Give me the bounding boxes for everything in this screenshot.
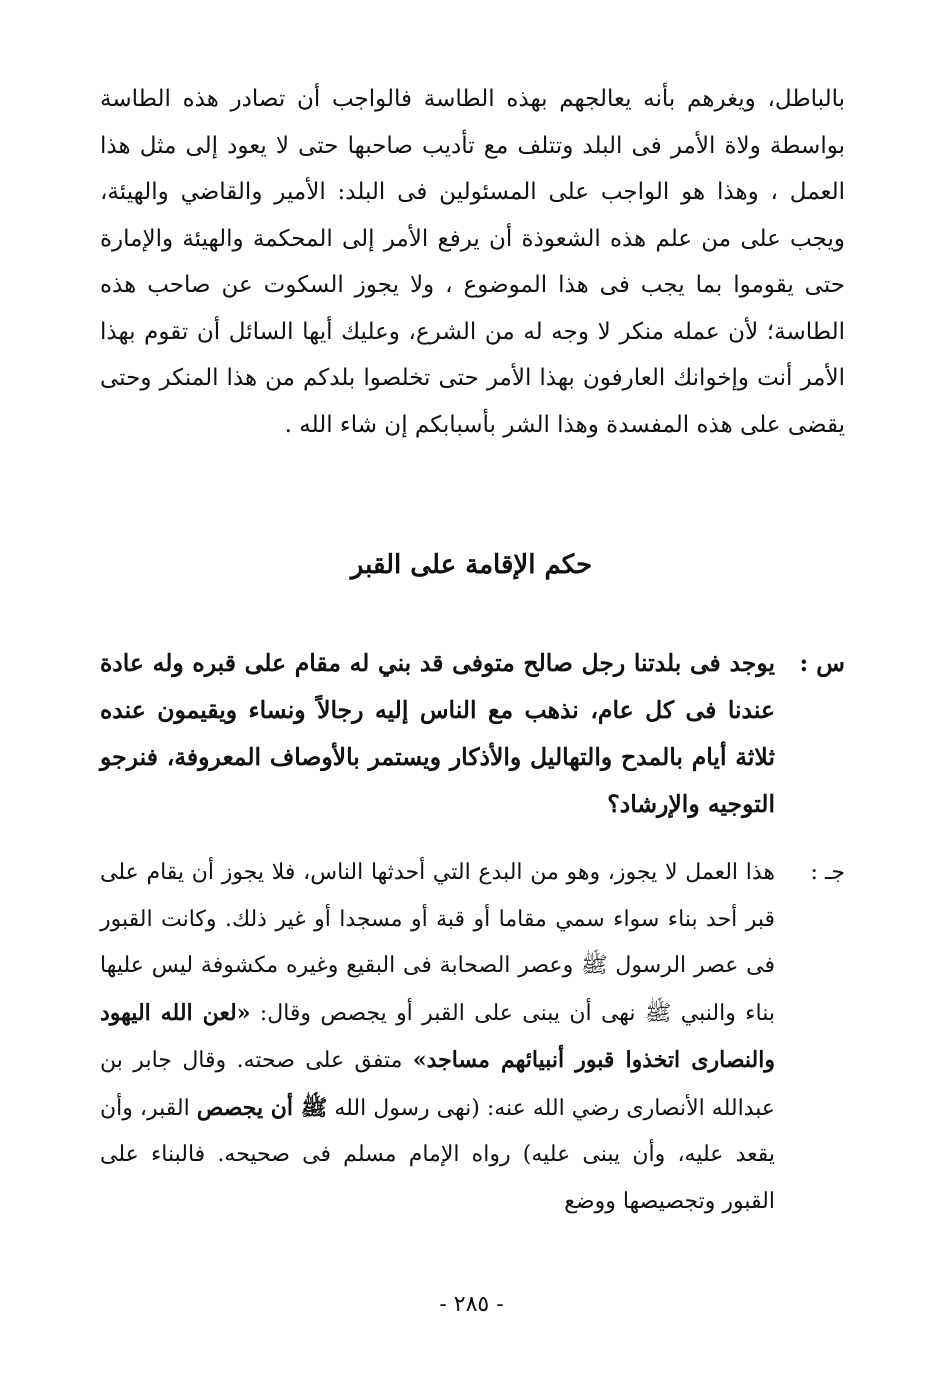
answer-text	[100, 850, 775, 1225]
answer-text-part3: القبر، وأن يقعد عليه، وأن يبنى عليه) رواه الإمام مسلم فى صحيحه. فالبناء على القبور وتجصيصها ووضع	[100, 1095, 775, 1214]
answer-marker: جـ :	[810, 860, 845, 885]
answer-block	[100, 850, 845, 1225]
answer-text-part1: هذا العمل لا يجوز، وهو من البدع التي أحدثها الناس، فلا يجوز أن يقام على قبر أحد بناء سواء سمي مقاما أو قبة أو مسجدا أو غير ذلك. وكانت القبور فى عصر الرسول ﷺ وعصر الصحابة فى البقيع وغيره مكشوفة ليس عليها بناء والنبي ﷺ نهى أن يبنى على القبر أو يجصص وقال:	[100, 860, 775, 1026]
page-number: - ٢٨٥ -	[439, 1292, 504, 1317]
question-marker: س :	[799, 649, 845, 677]
answer-text-part2: متفق على صحته. وقال جابر بن عبدالله الأنصارى رضي الله عنه: (نهى رسول الله	[100, 1048, 775, 1121]
question-text: يوجد فى بلدتنا رجل صالح متوفى قد بني له مقام على قبره وله عادة عندنا فى كل عام، نذهب مع الناس إليه رجالاً ونساء ويقيمون عنده ثلاثة أيام بالمدح والتهاليل والأذكار ويستمر بالأوصاف المعروفة، فنرجو التوجيه والإرشاد؟	[100, 649, 775, 818]
hadith-quote-2: ﷺ أن يجصص	[196, 1094, 328, 1121]
hadith-quote: «لعن الله اليهود والنصارى اتخذوا قبور أنبيائهم مساجد»	[100, 999, 775, 1073]
intro-paragraph: بالباطل، ويغرهم بأنه يعالجهم بهذه الطاسة فالواجب أن تصادر هذه الطاسة بواسطة ولاة الأمر فى البلد وتتلف مع تأديب صاحبها حتى لا يعود إلى مثل هذا العمل ، وهذا هو الواجب على المسئولين فى البلد: الأمير والقاضي والهيئة، ويجب على من علم هذه الشعوذة أن يرفع الأمر إلى المحكمة والهيئة والإمارة حتى يقوموا بما يجب فى هذا الموضوع ، ولا يجوز السكوت عن صاحب هذه الطاسة؛ لأن عمله منكر لا وجه له من الشرع، وعليك أيها السائل أن تقوم بهذا الأمر أنت وإخوانك العارفون بهذا الأمر حتى تخلصوا بلدكم من هذا المنكر وحتى يقضى على هذه المفسدة وهذا الشر بأسبابكم إن شاء الله .	[100, 86, 845, 438]
section-title: حكم الإقامة على القبر	[350, 550, 593, 580]
question-block	[100, 640, 845, 828]
